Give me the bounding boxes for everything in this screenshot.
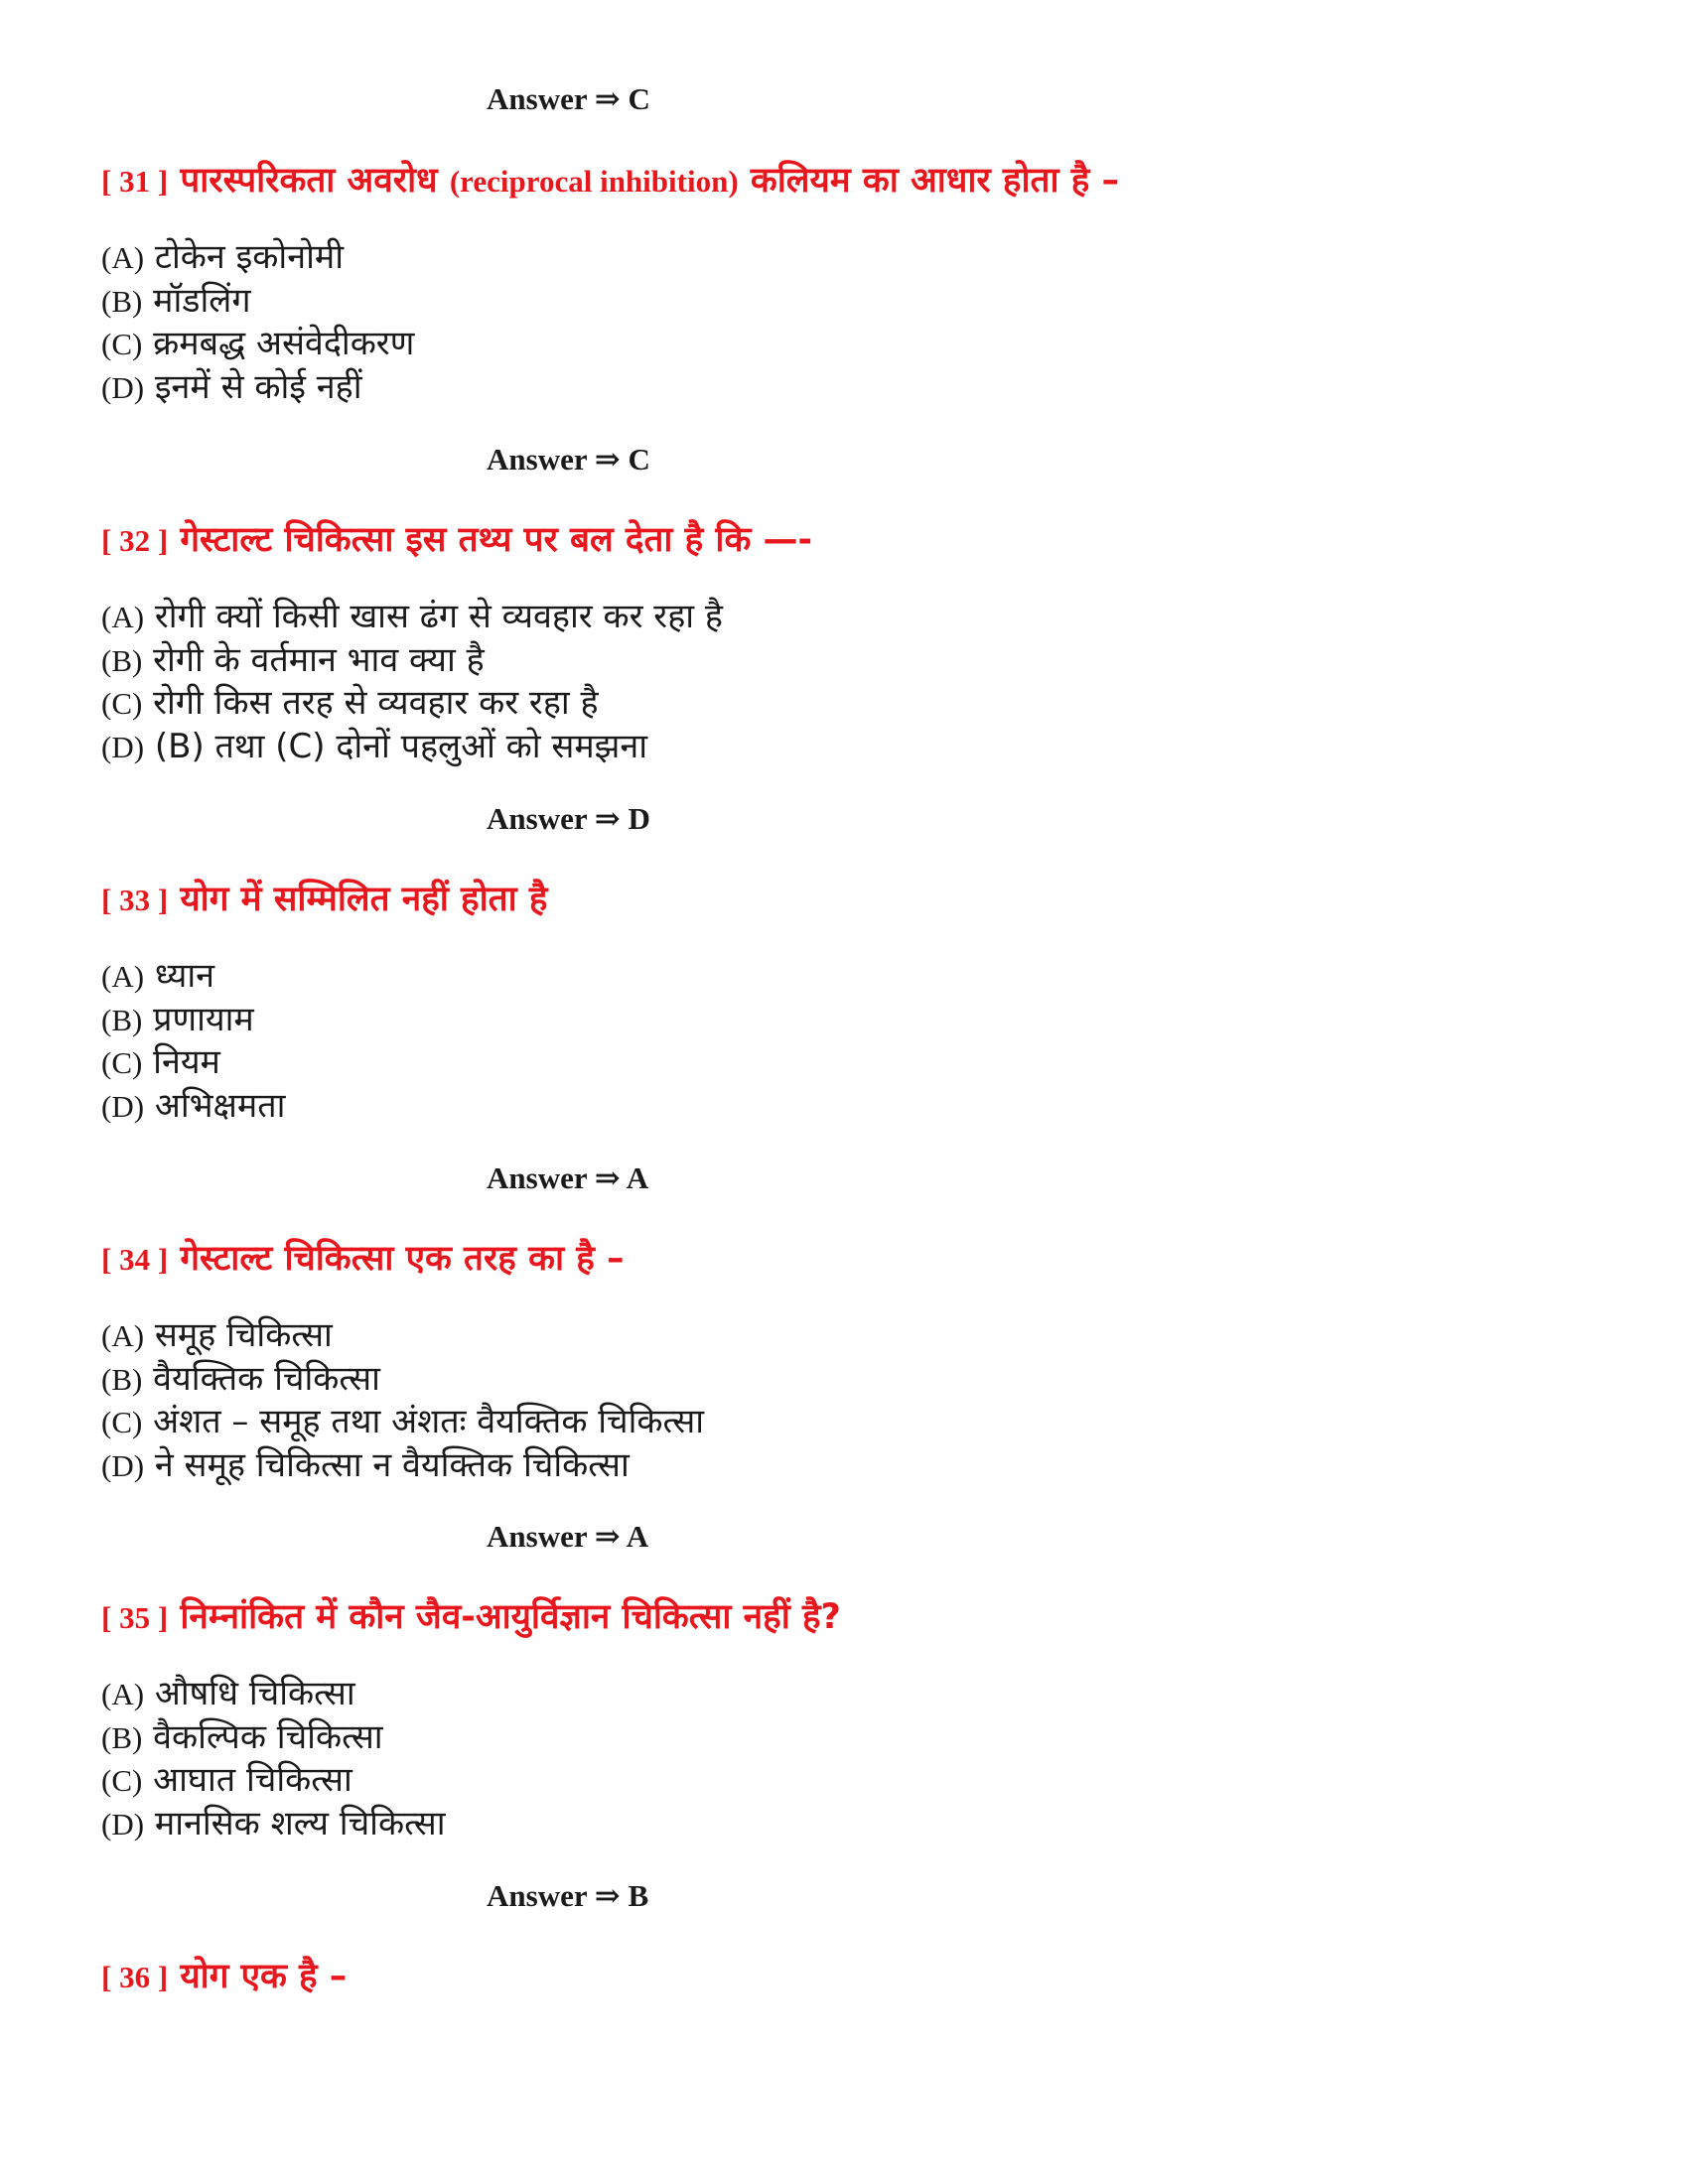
question-text-latin: (reciprocal inhibition): [449, 164, 739, 199]
option-letter: (B): [101, 1002, 143, 1037]
option-letter: (A): [101, 600, 145, 634]
answer-32: Answer ⇒ D: [487, 801, 650, 836]
option-c: [101, 1041, 285, 1085]
option-text: मानसिक शल्य चिकित्सा: [154, 1803, 446, 1843]
question-text: गेस्टाल्ट चिकित्सा एक तरह का है –: [180, 1239, 625, 1279]
question-31: [101, 157, 1119, 205]
option-text: ने समूह चिकित्सा न वैयक्तिक चिकित्सा: [154, 1444, 630, 1485]
option-letter: (C): [101, 327, 143, 361]
option-d: [101, 1085, 285, 1129]
option-text: प्रणायाम: [153, 999, 254, 1039]
options-34: [101, 1314, 704, 1487]
question-33: [101, 876, 547, 924]
option-letter: (C): [101, 686, 143, 721]
option-text: अभिक्षमता: [154, 1085, 286, 1126]
options-32: [101, 596, 723, 768]
option-letter: (A): [101, 959, 145, 994]
options-31: [101, 236, 414, 409]
question-number: [ 32 ]: [101, 523, 169, 558]
option-letter: (C): [101, 1045, 143, 1080]
option-text: नियम: [153, 1042, 220, 1082]
option-b: [101, 280, 414, 324]
answer-33: Answer ⇒ A: [487, 1160, 649, 1195]
question-number: [ 33 ]: [101, 883, 169, 917]
option-c: [101, 323, 414, 366]
option-c: [101, 1401, 704, 1444]
question-text: योग एक है –: [180, 1957, 348, 1996]
option-c: [101, 682, 723, 726]
answer-35: Answer ⇒ B: [487, 1878, 649, 1913]
option-text: आघात चिकित्सा: [153, 1760, 352, 1800]
option-letter: (B): [101, 283, 143, 319]
option-letter: (D): [101, 1088, 145, 1124]
option-d: [101, 1444, 704, 1488]
option-letter: (D): [101, 1806, 145, 1842]
option-text: टोकेन इकोनोमी: [154, 237, 345, 277]
question-text-end: कलियम का आधार होता है –: [750, 161, 1120, 201]
question-36: [101, 1953, 347, 2001]
question-32: [101, 516, 812, 565]
answer-31: Answer ⇒ C: [487, 442, 650, 477]
option-letter: (D): [101, 729, 145, 764]
question-number: [ 34 ]: [101, 1242, 169, 1277]
option-b: [101, 999, 285, 1042]
option-text: ध्यान: [154, 956, 215, 996]
option-a: [101, 1314, 704, 1358]
options-35: [101, 1673, 446, 1845]
option-a: [101, 1673, 446, 1716]
option-letter: (B): [101, 1719, 143, 1755]
option-letter: (A): [101, 1318, 145, 1353]
option-a: [101, 596, 723, 639]
option-letter: (C): [101, 1763, 143, 1798]
option-letter: (D): [101, 369, 145, 405]
options-33: [101, 955, 285, 1128]
option-text: (B) तथा (C) दोनों पहलुओं को समझना: [154, 726, 648, 766]
option-text: रोगी किस तरह से व्यवहार कर रहा है: [153, 683, 599, 723]
option-letter: (A): [101, 1677, 145, 1711]
option-text: मॉडलिंग: [153, 280, 251, 321]
option-text: समूह चिकित्सा: [154, 1315, 333, 1355]
option-letter: (C): [101, 1405, 143, 1439]
option-b: [101, 639, 723, 683]
option-a: [101, 236, 414, 280]
option-b: [101, 1716, 446, 1760]
option-text: औषधि चिकित्सा: [154, 1674, 355, 1713]
option-d: [101, 1803, 446, 1846]
answer-30: Answer ⇒ C: [487, 81, 650, 116]
option-text: रोगी के वर्तमान भाव क्या है: [153, 639, 485, 680]
question-text: गेस्टाल्ट चिकित्सा इस तथ्य पर बल देता है कि —-: [180, 520, 813, 560]
option-text: वैयक्तिक चिकित्सा: [153, 1358, 380, 1399]
option-text: इनमें से कोई नहीं: [154, 366, 362, 407]
option-text: क्रमबद्ध असंवेदीकरण: [153, 324, 415, 363]
question-number: [ 31 ]: [101, 164, 169, 199]
option-letter: (B): [101, 642, 143, 678]
option-d: [101, 366, 414, 410]
question-text: निम्नांकित में कौन जैव-आयुर्विज्ञान चिकित्सा नहीं है?: [180, 1597, 841, 1637]
option-d: [101, 726, 723, 769]
option-text: अंशत – समूह तथा अंशतः वैयक्तिक चिकित्सा: [153, 1402, 705, 1441]
answer-34: Answer ⇒ A: [487, 1519, 649, 1554]
question-text: योग में सम्मिलित नहीं होता है: [180, 880, 548, 919]
question-34: [101, 1235, 624, 1284]
option-c: [101, 1759, 446, 1803]
option-letter: (A): [101, 240, 145, 275]
question-number: [ 35 ]: [101, 1600, 169, 1635]
option-b: [101, 1358, 704, 1402]
option-text: रोगी क्यों किसी खास ढंग से व्यवहार कर रहा है: [154, 597, 723, 636]
question-text: पारस्परिकता अवरोध: [180, 161, 438, 201]
option-a: [101, 955, 285, 999]
option-text: वैकल्पिक चिकित्सा: [153, 1716, 383, 1757]
question-number: [ 36 ]: [101, 1960, 169, 1994]
question-35: [101, 1593, 841, 1642]
option-letter: (D): [101, 1447, 145, 1483]
option-letter: (B): [101, 1361, 143, 1397]
